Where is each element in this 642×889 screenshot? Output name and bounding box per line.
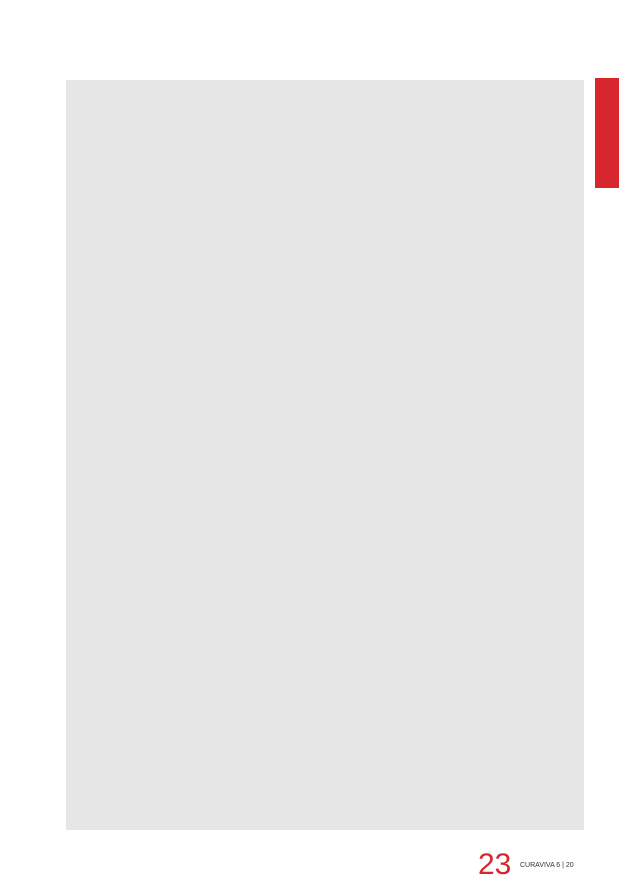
- section-tab: [595, 78, 619, 188]
- page-number: 23: [478, 848, 512, 881]
- article-box: [66, 80, 584, 830]
- magazine-label: CURAVIVA 6 | 20: [520, 862, 574, 869]
